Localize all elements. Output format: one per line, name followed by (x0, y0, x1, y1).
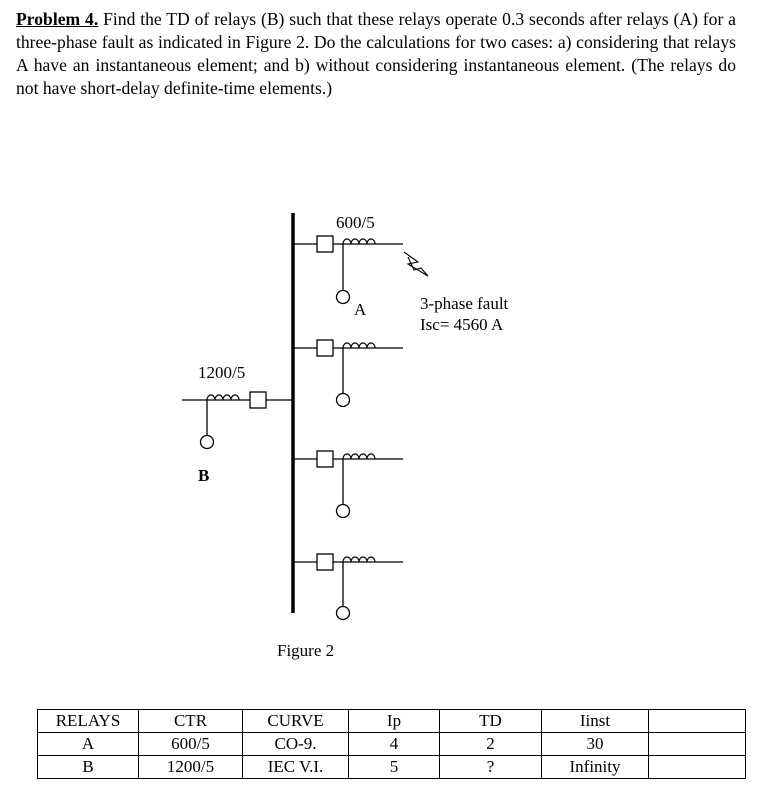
feeder-4 (293, 554, 403, 620)
table-cell: CO-9. (243, 733, 349, 756)
problem-label: Problem 4. (16, 9, 99, 29)
table-row (38, 756, 746, 779)
feeder-a (293, 236, 403, 304)
table-cell: ? (440, 756, 542, 779)
table-cell: Infinity (542, 756, 649, 779)
fault-current: Isc= 4560 A (420, 315, 504, 334)
table-cell: 600/5 (139, 733, 243, 756)
table-cell: 4 (349, 733, 440, 756)
relay-b (201, 436, 214, 449)
ct-b (207, 395, 239, 400)
header-cell: Ip (349, 710, 440, 733)
table-cell: 5 (349, 756, 440, 779)
table-cell: A (38, 733, 139, 756)
figure-caption: Figure 2 (277, 641, 335, 660)
relay-b-label: B (198, 466, 210, 485)
relay-a-label: A (354, 300, 367, 319)
header-cell (649, 710, 746, 733)
ct-a (343, 239, 375, 244)
table-cell: B (38, 756, 139, 779)
feeder-3 (293, 451, 403, 518)
ct-a-ratio: 600/5 (336, 213, 375, 232)
table-row (38, 733, 746, 756)
header-cell: TD (440, 710, 542, 733)
table-cell: 30 (542, 733, 649, 756)
breaker-a (317, 236, 333, 252)
table-cell: 2 (440, 733, 542, 756)
problem-text: Find the TD of relays (B) such that these relays operate 0.3 seconds after relays (A) for a three-phase fault as indicated in Figure 2. Do the calculations for two cases: a) considering that relays A have an instantaneous element; and b) without considering instantaneous element. (The relays do not have short-delay definite-time elements.) (16, 9, 736, 98)
table-cell (649, 733, 746, 756)
breaker-b (250, 392, 266, 408)
relay-a (337, 291, 350, 304)
ct-b-ratio: 1200/5 (198, 363, 246, 382)
relay-settings-table (37, 709, 746, 779)
feeder-2 (293, 340, 403, 407)
header-cell: Iinst (542, 710, 649, 733)
fault-type: 3-phase fault (420, 294, 509, 313)
table-cell (649, 756, 746, 779)
header-cell: RELAYS (38, 710, 139, 733)
header-cell: CURVE (243, 710, 349, 733)
table-cell: 1200/5 (139, 756, 243, 779)
header-cell: CTR (139, 710, 243, 733)
fault-icon (404, 252, 428, 276)
table-cell: IEC V.I. (243, 756, 349, 779)
feeder-b (182, 392, 293, 449)
table-header-row (38, 710, 746, 733)
